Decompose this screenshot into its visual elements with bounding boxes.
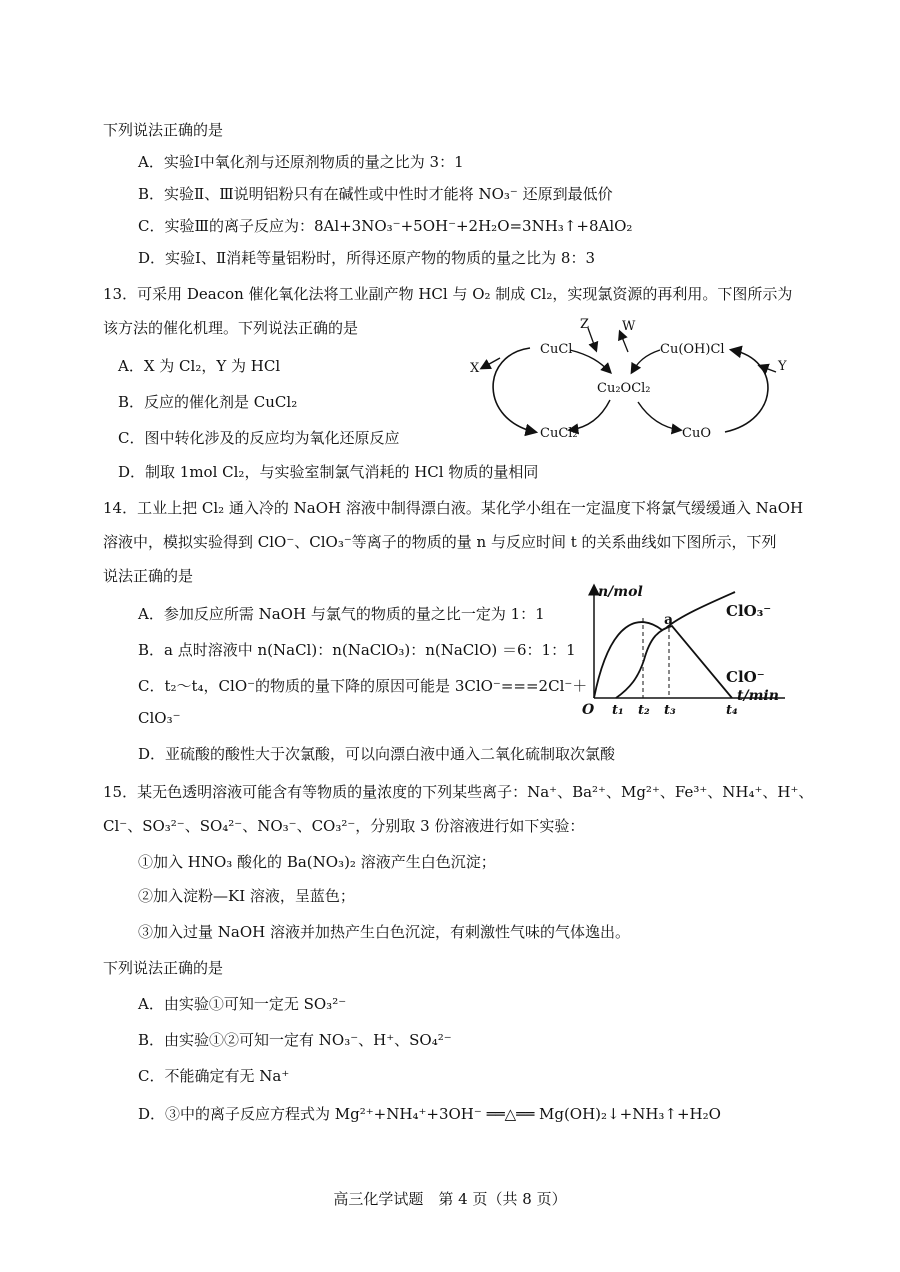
label-x: X [470,361,480,376]
x-axis-label: t/min [737,688,779,704]
q14-stem-line3: 说法正确的是 [103,567,194,585]
cuohcl-to-cu2ocl2-arrow [632,350,660,372]
q15-option-d: D．③中的离子反应方程式为 Mg²⁺+NH₄⁺+3OH⁻ ══△══ Mg(OH)₂↓+NH₃↑+H₂O [138,1105,721,1123]
tick-t4: t₄ [726,703,738,718]
label-cuo: CuO [682,426,711,441]
q13-option-d: D．制取 1mol Cl₂，与实验室制氯气消耗的 HCl 物质的量相同 [118,463,539,481]
cu2ocl2-to-cuo-arrow [638,402,680,430]
tick-t3: t₃ [664,703,676,718]
ion-amount-time-graph [580,578,805,723]
q14-stem-line1: 14．工业上把 Cl₂ 通入冷的 NaOH 溶液中制得漂白液。某化学小组在一定温度下将氯气缓缓通入 NaOH [103,499,804,517]
series-clo3-label: ClO₃⁻ [726,602,772,620]
label-cucl2: CuCl₂ [540,426,578,441]
q15-option-b: B．由实验①②可知一定有 NO₃⁻、H⁺、SO₄²⁻ [138,1031,452,1049]
series-clo3-curve [594,592,735,698]
q14-option-a: A．参加反应所需 NaOH 与氯气的物质的量之比一定为 1：1 [138,605,545,623]
tick-t2: t₂ [638,703,650,718]
label-cu2ocl2: Cu₂OCl₂ [597,381,651,396]
q15-experiment-2: ②加入淀粉—KI 溶液，呈蓝色； [138,887,355,905]
q15-stem-line1: 15．某无色透明溶液可能含有等物质的量浓度的下列某些离子：Na⁺、Ba²⁺、Mg²⁺、Fe³⁺、NH₄⁺、H⁺、 [103,783,814,801]
origin-label: O [582,702,595,718]
q14-option-c-line2: ClO₃⁻ [138,709,181,727]
label-z: Z [580,317,590,332]
q13-stem-line2: 该方法的催化机理。下列说法正确的是 [103,319,359,337]
z-input-arrow [588,328,596,350]
right-arc-up [725,350,768,432]
x-release-arrow [482,358,500,368]
w-release-arrow [620,332,628,352]
q12-stem-tail: 下列说法正确的是 [103,121,224,139]
q15-experiment-3: ③加入过量 NaOH 溶液并加热产生白色沉淀，有刺激性气味的气体逸出。 [138,923,630,941]
left-arc-down [493,348,535,432]
page-footer: 高三化学试题 第 4 页（共 8 页） [333,1190,567,1208]
catalytic-cycle-diagram [460,310,800,460]
q12-option-a: A．实验Ⅰ中氧化剂与还原剂物质的量之比为 3：1 [138,153,464,171]
label-cuohcl: Cu(OH)Cl [660,342,725,357]
q14-option-d: D．亚硫酸的酸性大于次氯酸，可以向漂白液中通入二氧化硫制取次氯酸 [138,745,616,763]
q13-stem-line1: 13．可采用 Deacon 催化氧化法将工业副产物 HCl 与 O₂ 制成 Cl₂，实现氯资源的再利用。下图所示为 [103,285,793,303]
q14-option-c-line1: C．t₂～t₄，ClO⁻的物质的量下降的原因可能是 3ClO⁻===2Cl⁻＋ [138,677,588,695]
label-y: Y [778,359,787,374]
cucl-to-cu2ocl2-arrow [570,350,610,372]
q15-experiment-1: ①加入 HNO₃ 酸化的 Ba(NO₃)₂ 溶液产生白色沉淀； [138,853,496,871]
tick-t1: t₁ [612,703,624,718]
q12-option-b: B．实验Ⅱ、Ⅲ说明铝粉只有在碱性或中性时才能将 NO₃⁻ 还原到最低价 [138,185,613,203]
q12-option-d: D．实验Ⅰ、Ⅱ消耗等量铝粉时，所得还原产物的物质的量之比为 8：3 [138,249,596,267]
q14-option-b: B．a 点时溶液中 n(NaCl)：n(NaClO₃)：n(NaClO) ＝6：1：1 [138,641,576,659]
y-axis-label: n/mol [598,584,643,600]
q12-option-c: C．实验Ⅲ的离子反应为：8Al+3NO₃⁻+5OH⁻+2H₂O=3NH₃↑+8AlO₂ [138,217,633,235]
label-cucl: CuCl [540,342,573,357]
series-clo-curve [616,626,732,698]
q13-option-a: A．X 为 Cl₂，Y 为 HCl [118,357,281,375]
q15-option-a: A．由实验①可知一定无 SO₃²⁻ [138,995,347,1013]
q13-option-b: B．反应的催化剂是 CuCl₂ [118,393,298,411]
q15-ask: 下列说法正确的是 [103,959,224,977]
q14-stem-line2: 溶液中，模拟实验得到 ClO⁻、ClO₃⁻等离子的物质的量 n 与反应时间 t 的关系曲线如下图所示，下列 [103,533,777,551]
point-a-label: a [664,612,674,628]
q15-stem-line2: Cl⁻、SO₃²⁻、SO₄²⁻、NO₃⁻、CO₃²⁻，分别取 3 份溶液进行如下实验： [103,817,585,835]
label-w: W [622,319,636,334]
q13-option-c: C．图中转化涉及的反应均为氧化还原反应 [118,429,400,447]
series-clo-label: ClO⁻ [726,668,765,686]
q15-option-c: C．不能确定有无 Na⁺ [138,1067,290,1085]
